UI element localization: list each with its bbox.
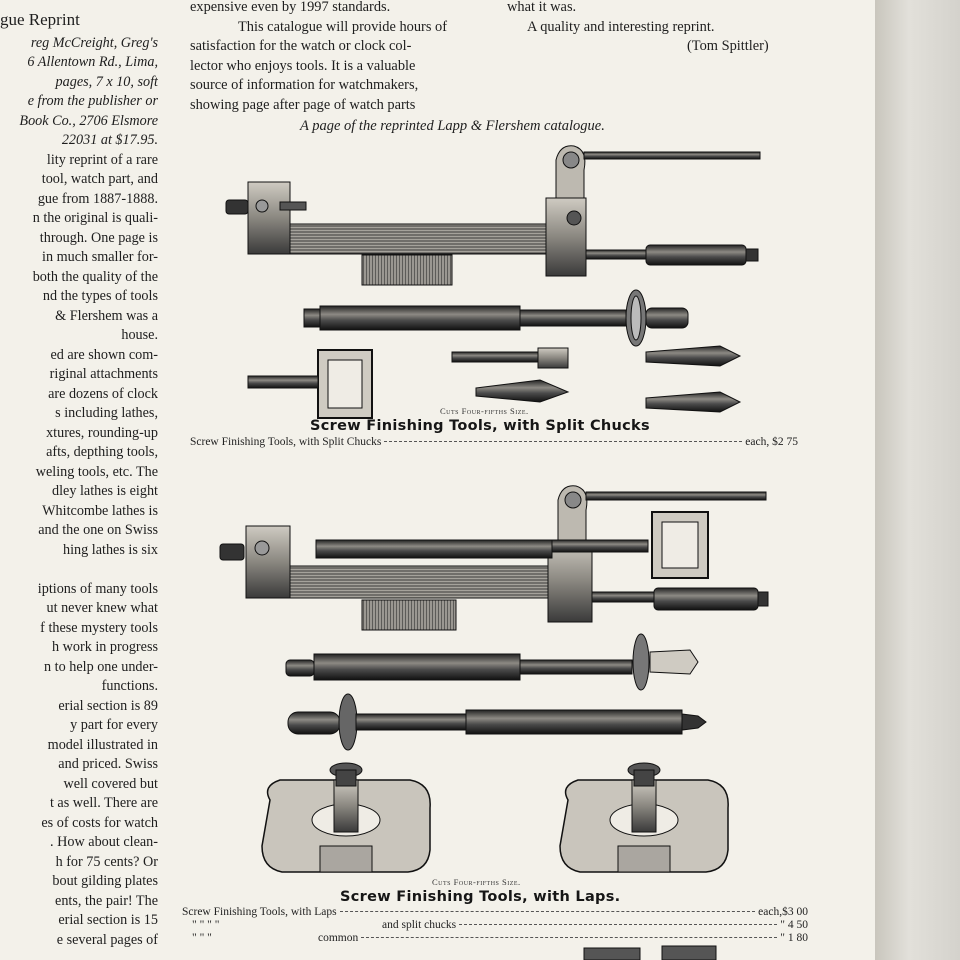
text-line: A quality and interesting reprint. — [527, 18, 715, 35]
review-body-line: tool, watch part, and — [41, 171, 158, 187]
review-body-line: gue from 1887-1888. — [37, 190, 158, 207]
review-body-line: es of costs for watch — [41, 814, 158, 831]
price-line — [192, 919, 808, 931]
price-value: " 1 80 — [780, 932, 808, 944]
review-citation-line: 6 Allentown Rd., Lima, — [27, 54, 158, 70]
price-value: " 4 50 — [780, 919, 808, 931]
leader-dots — [340, 911, 756, 912]
text-line: showing page after page of watch parts — [190, 96, 416, 113]
review-body-line: n the original is quali- — [32, 210, 158, 226]
ditto-marks: " " " — [192, 932, 212, 944]
price-item-label: common — [318, 932, 359, 944]
review-body-line: s including lathes, — [55, 405, 158, 421]
review-body-line: e several pages of — [56, 931, 158, 948]
review-body-line: model illustrated in — [47, 736, 158, 753]
text-line: what it was. — [507, 0, 577, 15]
review-heading: gue Reprint — [0, 10, 80, 29]
review-body-line: functions. — [101, 678, 158, 694]
review-body-line: afts, depthing tools, — [46, 444, 158, 460]
split-chuck-frame-illustration — [226, 146, 760, 285]
review-body-line: ents, the pair! The — [55, 892, 158, 909]
text-line: This catalogue will provide hours of — [238, 18, 448, 35]
review-body-line: bout gilding plates — [52, 873, 158, 889]
review-body-line: are dozens of clock — [48, 385, 158, 402]
text-line: lector who enjoys tools. It is a valuable — [190, 57, 416, 74]
text-line: expensive even by 1997 standards. — [190, 0, 391, 15]
price-item-label: and split chucks — [382, 919, 457, 931]
lap-ring-illustration — [262, 763, 728, 872]
review-body-line: f these mystery tools — [40, 619, 158, 636]
scale-note: Cuts Four-fifths Size. — [432, 877, 521, 887]
review-citation-line: pages, 7 x 10, soft — [55, 73, 158, 90]
review-body-line: house. — [121, 327, 158, 343]
price-item-label: Screw Finishing Tools, with Split Chucks — [190, 436, 382, 448]
review-body-line: through. One page is — [39, 229, 158, 246]
leader-dots — [361, 937, 777, 938]
price-line — [182, 906, 808, 918]
review-body-line: ut never knew what — [46, 600, 158, 616]
review-body-line: lity reprint of a rare — [46, 151, 158, 168]
section-title: Screw Finishing Tools, with Split Chucks — [310, 418, 650, 434]
review-body-line: and priced. Swiss — [58, 756, 158, 772]
review-body-line: y part for every — [70, 717, 158, 733]
lap-frame-illustration — [220, 486, 768, 630]
reviewer-name: (Tom Spittler) — [687, 38, 769, 54]
leader-dots — [384, 441, 742, 442]
background-surface — [875, 0, 960, 960]
review-body-line: & Flershem was a — [55, 307, 158, 324]
review-body-line: nd the types of tools — [42, 288, 158, 304]
review-citation-line: 22031 at $17.95. — [61, 132, 158, 148]
review-body-line: ed are shown com- — [50, 346, 158, 363]
review-body-line: dley lathes is eight — [52, 483, 158, 499]
section-title: Screw Finishing Tools, with Laps. — [340, 889, 621, 905]
lap-spindle-illustration — [286, 634, 698, 690]
review-body-line: h for 75 cents? Or — [55, 853, 158, 870]
review-body-line: xtures, rounding-up — [46, 424, 158, 441]
text-line: source of information for watchmakers, — [190, 77, 419, 93]
review-body-line: riginal attachments — [49, 366, 158, 382]
price-line — [190, 436, 798, 448]
review-body-line: Whitcombe lathes is — [42, 502, 158, 519]
text-line: satisfaction for the watch or clock col- — [190, 38, 412, 54]
partial-tool-illustration — [584, 946, 716, 960]
review-citation-line: reg McCreight, Greg's — [30, 34, 158, 51]
review-body-line: and the one on Swiss — [38, 522, 158, 538]
review-body-line: in much smaller for- — [42, 249, 158, 265]
review-body-line: iptions of many tools — [37, 580, 158, 597]
review-citation-line: Book Co., 2706 Elsmore — [19, 112, 158, 129]
figure-caption: A page of the reprinted Lapp & Flershem catalogue. — [300, 118, 605, 134]
review-body-line: weling tools, etc. The — [35, 463, 158, 480]
ditto-marks: " " " " — [192, 919, 220, 931]
price-line — [192, 932, 808, 944]
scale-note: Cuts Four-fifths Size. — [440, 406, 529, 416]
leader-dots — [459, 924, 777, 925]
review-body-line: t as well. There are — [49, 795, 158, 811]
split-chuck-spindle-illustration — [304, 290, 688, 346]
review-citation-line: e from the publisher or — [27, 93, 158, 109]
review-body-line: erial section is 15 — [58, 912, 158, 928]
price-item-label: Screw Finishing Tools, with Laps — [182, 906, 337, 918]
lap-handle-illustration — [288, 694, 706, 750]
review-body-line: . How about clean- — [50, 834, 158, 850]
review-body-line: hing lathes is six — [63, 541, 158, 558]
review-body-line: both the quality of the — [32, 268, 158, 285]
price-value: each,$3 00 — [758, 906, 808, 918]
review-body-line: h work in progress — [52, 639, 158, 655]
price-value: each, $2 75 — [745, 436, 798, 448]
review-body-line: n to help one under- — [44, 658, 158, 675]
review-body-line: erial section is 89 — [58, 697, 158, 714]
review-body-line: well covered but — [63, 775, 158, 792]
